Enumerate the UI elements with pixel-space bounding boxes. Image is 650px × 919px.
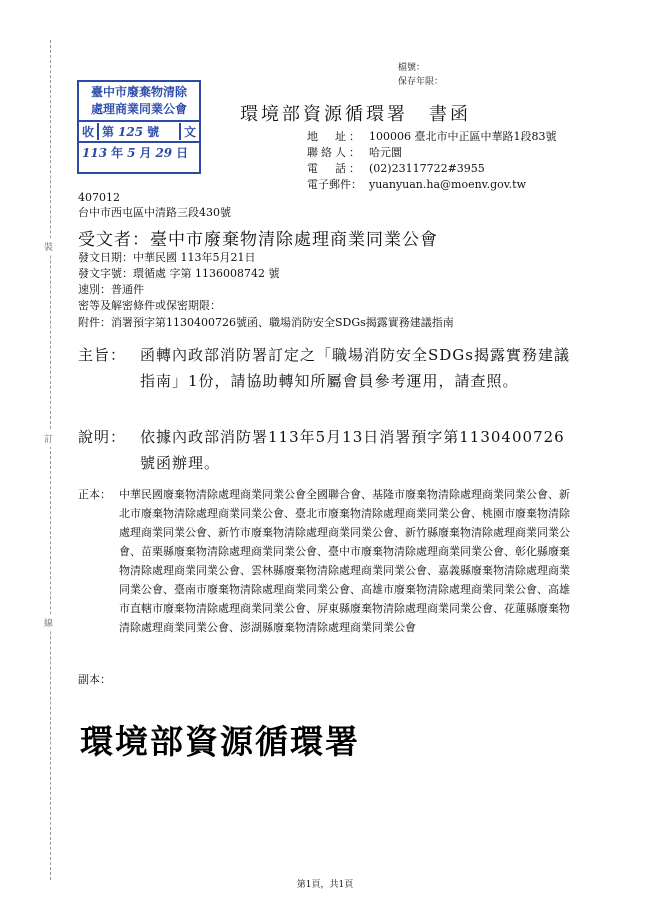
main-recipients-list: 中華民國廢棄物清除處理商業同業公會全國聯合會、基隆市廢棄物清除處理商業同業公會、新北市廢棄物清除處理商業同業公會、臺北市廢棄物清除處理商業同業公會、桃園市廢棄物清除處理商業同業公會、新竹市廢棄物清除處理商業同業公會、新竹縣廢棄物清除處理商業同業公會、苗栗縣廢棄物清除處理商業同業公會、臺中市廢棄物清除處理商業同業公會、彰化縣廢棄物清除處理商業同業公會、雲林縣廢棄物清除處理商業同業公會、嘉義縣廢棄物清除處理商業同業公會、臺南市廢棄物清除處理商業同業公會、高雄市廢棄物清除處理商業同業公會、高雄市直轄市廢棄物清除處理商業同業公會、屏東縣廢棄物清除處理商業同業公會、花蓮縣廢棄物清除處理商業同業公會、澎湖縣廢棄物清除處理商業同業公會 bbox=[119, 488, 570, 634]
document-title: 環境部資源循環署 書函 bbox=[240, 104, 471, 125]
secrecy-level: 密等及解密條件或保密期限： bbox=[78, 299, 221, 312]
issue-date: 發文日期：中華民國 113年5月21日 bbox=[78, 251, 256, 264]
retention-label: 保存年限： bbox=[398, 77, 444, 87]
cc-recipients: 副本： bbox=[78, 673, 111, 686]
contact-email: yuanyuan.ha@moenv.gov.tw bbox=[369, 178, 526, 191]
postal-code: 407012 bbox=[78, 191, 120, 204]
issue-number: 發文字號：環循處 字第 1136008742 號 bbox=[78, 267, 280, 280]
stamp-organization: 臺中市廢棄物清除 處理商業同業公會 bbox=[79, 82, 199, 122]
explanation-text: 依據內政部消防署113年5月13日消署預字第1130400726號函辦理。 bbox=[140, 428, 565, 472]
explanation-label: 說明： bbox=[78, 428, 127, 446]
attachments: 附件：消署預字第1130400726號函、職場消防安全SDGs揭露實務建議指南 bbox=[78, 316, 454, 329]
subject-label: 主旨： bbox=[78, 346, 127, 364]
stamp-number: 125 bbox=[118, 124, 144, 139]
contact-person: 哈元圜 bbox=[369, 146, 402, 159]
recipient-name: 臺中市廢棄物清除處理商業同業公會 bbox=[150, 230, 438, 250]
issuer-signature: 環境部資源循環署 bbox=[80, 722, 360, 761]
binding-mark: 裝 bbox=[44, 238, 53, 255]
main-recipients bbox=[78, 485, 578, 637]
page-number: 第1頁，共1頁 bbox=[296, 880, 354, 890]
main-recipients-label: 正本： bbox=[78, 488, 111, 501]
contact-block: 地 址： 100006 臺北市中正區中華路1段83號 聯絡人： 哈元圜 電 話： (02)23117722#3955 電子郵件： yuanyuan.ha@moenv.gov.tw bbox=[307, 130, 557, 191]
binding-line bbox=[50, 40, 51, 880]
stamp-number-row: 收 第 125 號 文 bbox=[79, 122, 199, 143]
binding-mark: 線 bbox=[44, 614, 53, 631]
binding-mark: 訂 bbox=[44, 430, 53, 447]
recipient-address: 台中市西屯區中清路三段430號 bbox=[78, 206, 231, 219]
explanation-paragraph bbox=[78, 424, 578, 476]
receipt-stamp bbox=[77, 80, 201, 174]
delivery-speed: 速別：普通件 bbox=[78, 283, 144, 296]
contact-phone: (02)23117722#3955 bbox=[369, 162, 485, 175]
recipient-line: 受文者：臺中市廢棄物清除處理商業同業公會 bbox=[78, 230, 438, 250]
sender-address: 100006 臺北市中正區中華路1段83號 bbox=[369, 130, 557, 143]
stamp-date-row: 113 年 5 月 29 日 bbox=[82, 145, 189, 160]
subject-text: 函轉內政部消防署訂定之「職場消防安全SDGs揭露實務建議指南」1份，請協助轉知所屬會員參考運用，請查照。 bbox=[140, 346, 570, 390]
subject-paragraph bbox=[78, 342, 578, 394]
file-number-label: 檔號： bbox=[398, 63, 426, 73]
